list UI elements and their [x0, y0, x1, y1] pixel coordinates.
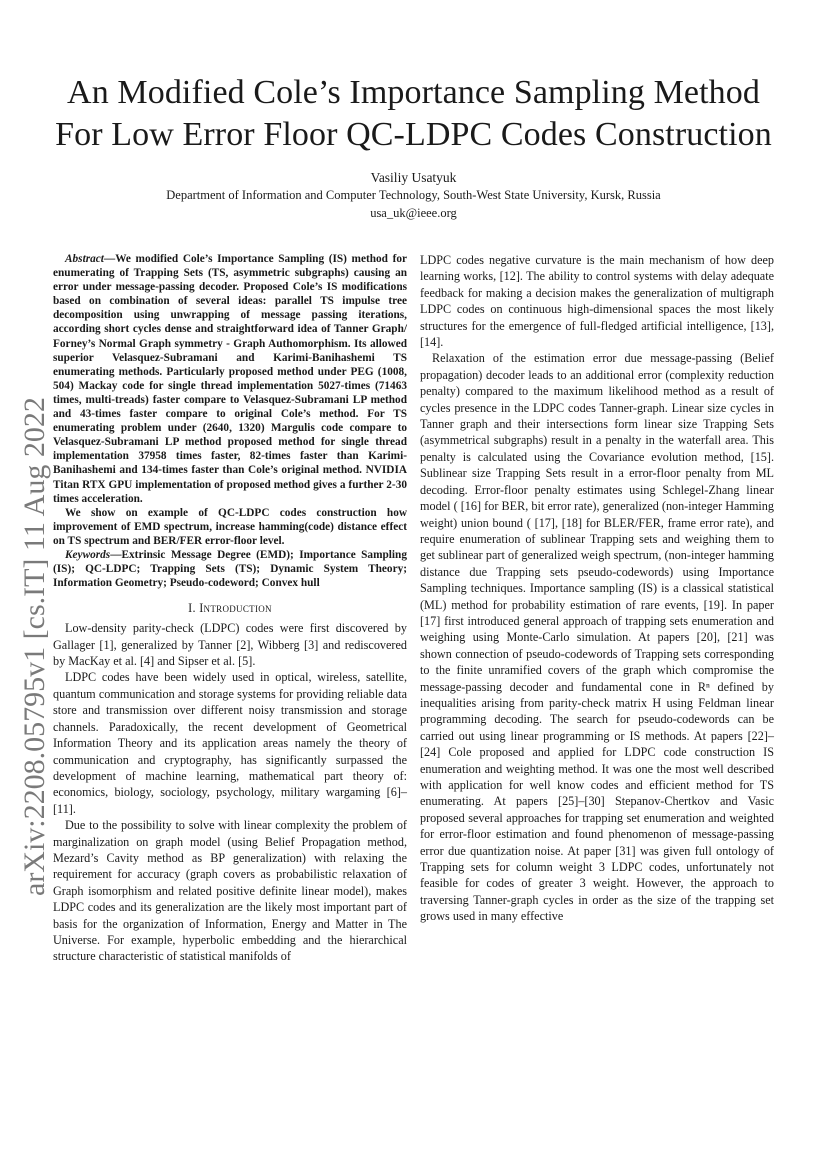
- abstract: [53, 252, 407, 506]
- paragraph: LDPC codes negative curvature is the main mechanism of how deep learning works, [12]. The ability to control systems with delay adequate feedback for making a decision makes the generalization of multigraph LDPC codes on continuous high-dimensional spaces the most likely structures for the emergence of full-fledged artificial intelligence, [13], [14].: [420, 253, 774, 350]
- keywords-label: Keywords: [65, 548, 111, 561]
- paper-title: An Modified Cole’s Importance Sampling Method For Low Error Floor QC-LDPC Codes Construction: [55, 74, 772, 153]
- keywords: [53, 548, 407, 590]
- author-email: usa_uk@ieee.org: [370, 206, 457, 220]
- paragraph: Due to the possibility to solve with linear complexity the problem of marginalization on graph model (using Belief Propagation method, Mezard’s Cavity method as BP generalization) with relaxing the requirement for accuracy (graph covers as probabilistic relaxation of Graph isomorphism and related positive definite linear model), makes LDPC codes and its generalization are the likely most important part of basis for the organization of Information, Energy and Matter in The Universe. For example, hyperbolic embedding and the hierarchical structure characteristic of statistical manifolds of: [53, 818, 407, 964]
- section-heading-introduction: I. Introduction: [188, 601, 272, 616]
- abstract-label: Abstract: [65, 253, 104, 265]
- left-column: [53, 252, 407, 965]
- paragraph: Relaxation of the estimation error due message-passing (Belief propagation) decoder leads to an additional error (complexity reduction penalty) compared to the maximum likelihood method as a result of cycles presence in the LDPC codes Tanner-graph. Linear size cycles in Tanner graph and their intersections form linear size Trapping Sets (asymmetrical subgraphs) result in a penalty in the waterfall area. This penalty is calculated using the Covariance evolution method, [15]. Sublinear size Trapping Sets result in a error-floor penalty from ML decoding. Error-floor penalty estimates using Schlegel-Zhang linear model ( [16] for BER, bit error rate), generalized (non-integer Hamming weight) union bound ( [17], [18] for BLER/FER, frame error rate), and require enumeration of sublinear Trapping sets and weighing them to get sublinear part of generalized weigh spectrum, (non-integer hamming distance due Trapping sets pseudo-codewords) using Importance Sampling techniques. Importance sampling (IS) is a classical statistical (ML) method for probability estimation of rare events, [19]. In paper [17] first introduced general approach of trapping sets enumeration and weighing using Monte-Carlo simulation. At papers [20], [21] was shown connection of pseudo-codewords of Trapping sets corresponding to the finite unramified covers of the graph which compromise the message-passing decoder and fundamental cone in Rⁿ defined by inequalities arising from parity-check matrix H using Feldman linear programming decoding. The search for pseudo-codewords can be carried out using linear programming or IS methods. At papers [22]–[24] Cole proposed and applied for LDPC code construction IS enumeration and weighting method. It was one the most well described with application for well know codes and efficient method for TS enumerating. At papers [25]–[30] Stepanov-Chertkov and Vasic proposed several approaches for trapping set enumeration and weighted for error-floor estimation and found phenomenon of message-passing error due quantization noise. At paper [31] was given full ontology of Trapping sets for column weight 3 LDPC codes, unfortunately not feasible for codes of greater 3 weight. However, the approach to traversing Tanner-graph cycles in order as the size of the trapping set grows used in many effective: [420, 351, 774, 924]
- author-affiliation: Department of Information and Computer Technology, South-West State University, Kursk, Russia: [166, 188, 661, 202]
- paragraph: LDPC codes have been widely used in optical, wireless, satellite, quantum communication and storage systems for providing reliable data store and transmission over different noisy transmission and storage channels. Paradoxically, the recent development of Geometrical Information Theory and its application areas namely the theory of communication and cryptography, has significantly surpassed the development of machine learning, mathematical part theory of: economics, biology, sociology, psychology, military wargaming [6]–[11].: [53, 670, 407, 816]
- keywords-dash: —: [110, 548, 122, 561]
- right-column: [420, 252, 774, 925]
- keywords-text: Extrinsic Message Degree (EMD); Importance Sampling (IS); QC-LDPC; Trapping Sets (TS); Dynamic System Theory; Information Geometry; Pseudo-codeword; Convex hull: [53, 548, 407, 590]
- paragraph: Low-density parity-check (LDPC) codes were first discovered by Gallager [1], generalized by Tanner [2], Wibberg [3] and rediscovered by MacKay et al. [4] and Sipser et al. [5].: [53, 621, 407, 669]
- abstract-dash: —: [103, 253, 116, 265]
- author-name: Vasiliy Usatyuk: [370, 170, 457, 185]
- abstract-text: We modified Cole’s Importance Sampling (IS) method for enumerating of Trapping Sets (TS, asymmetric subgraphs) causing an error under message-passing decoder. Proposed Cole’s IS modifications based on combination of several ideas: parallel TS impulse tree decomposition using unwrapping of message passing iterations, according short cycles dense and straightforward idea of Tanner Graph/ Forney’s Normal Graph symmetry - Graph Authomorphism. Its allowed superior Velasquez-Subramani and Karimi-Banihashemi TS enumerating methods. Particularly proposed method under PEG (1008, 504) Mackay code for single thread implementation 5027-times (71463 times, multi-treads) faster compare to Velasquez-Subramani LP method and 43-times faster compare to original Cole’s method. For TS enumerating problem under (2640, 1320) Margulis code compare to Velasquez-Subramani LP method proposed method for single thread implementation 37958 times faster, 82-times faster than Karimi-Banihashemi and 134-times faster than Cole’s original method. NVIDIA Titan RTX GPU implementation of proposed method gives a further 2-30 times acceleration.: [53, 253, 407, 505]
- arxiv-stamp: arXiv:2208.05795v1 [cs.IT] 11 Aug 2022: [18, 397, 51, 896]
- abstract-text-2: We show on example of QC-LDPC codes construction how improvement of EMD spectrum, increase hamming(code) distance effect on TS spectrum and BER/FER error-floor level.: [53, 506, 407, 547]
